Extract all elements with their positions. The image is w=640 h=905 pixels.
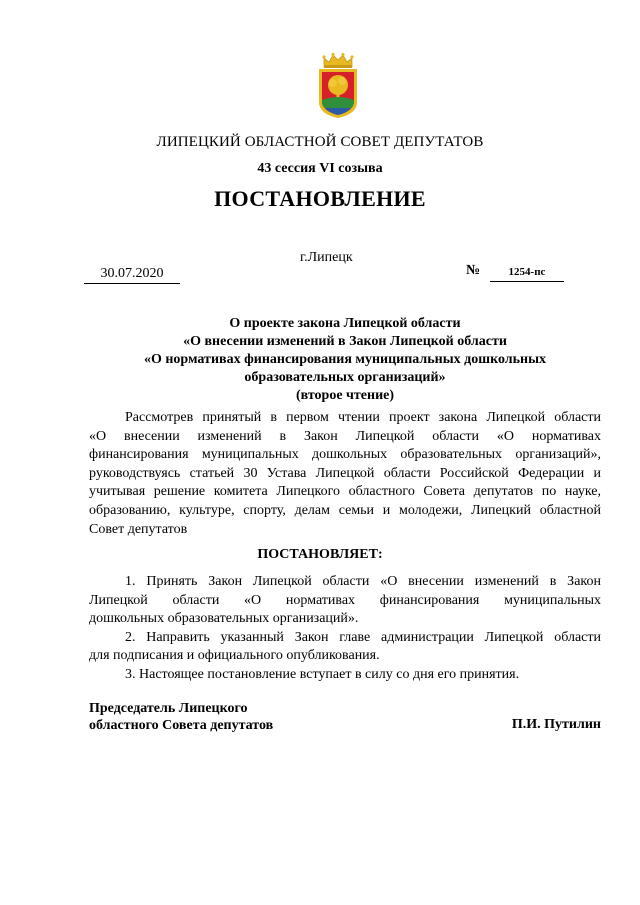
org-name: ЛИПЕЦКИЙ ОБЛАСТНОЙ СОВЕТ ДЕПУТАТОВ <box>156 134 484 150</box>
preamble-line: Рассмотрев принятый в первом чтении проект закона Липецкой области <box>125 410 601 425</box>
preamble-line: финансирования муниципальных дошкольных образовательных организаций», <box>89 447 601 463</box>
preamble-paragraph <box>89 409 601 539</box>
item-2-line: 2. Направить указанный Закон главе администрации Липецкой области <box>125 629 601 645</box>
subject-line: «О нормативах финансирования муниципальных дошкольных <box>143 352 547 367</box>
subject-line: образовательных организаций» <box>244 370 446 385</box>
signatory-title-line: областного Совета депутатов <box>89 718 274 733</box>
item-1-line: дошкольных образовательных организаций». <box>89 611 359 626</box>
document-number: 1254-пс <box>490 266 564 282</box>
signatory-title-line: Председатель Липецкого <box>89 701 248 716</box>
session-info: 43 сессия VI созыва <box>257 161 383 176</box>
item-1-line: Липецкой области «О нормативах финансирования муниципальных <box>89 592 601 608</box>
signatory-title <box>89 700 273 734</box>
item-1-line: 1. Принять Закон Липецкой области «О внесении изменений в Закон <box>125 574 601 589</box>
city: г.Липецк <box>300 250 353 265</box>
preamble-line: образованию, культуре, спорту, делам семьи и молодежи, Липецкий областной <box>89 502 601 518</box>
item-3-line: 3. Настоящее постановление вступает в силу со дня его принятия. <box>125 666 520 682</box>
document-subject <box>60 315 630 405</box>
resolves-heading: ПОСТАНОВЛЯЕТ: <box>257 547 383 562</box>
preamble-line: Совет депутатов <box>89 521 188 537</box>
preamble-line: руководствуясь статьей 30 Устава Липецкой области Российской Федерации и <box>89 465 601 481</box>
resolution-items <box>89 573 601 684</box>
subject-line: О проекте закона Липецкой области <box>229 316 461 331</box>
preamble-line: «О внесении изменений в Закон Липецкой области «О нормативах <box>89 428 601 444</box>
item-2-line: для подписания и официального опубликования. <box>89 648 380 663</box>
subject-line: «О внесении изменений в Закон Липецкой области <box>183 334 507 349</box>
document-type-title: ПОСТАНОВЛЕНИЕ <box>214 186 426 211</box>
subject-line: (второе чтение) <box>295 388 395 403</box>
document-date: 30.07.2020 <box>84 266 180 284</box>
preamble-line: учитывая решение комитета Липецкого областного Совета депутатов по науке, <box>89 484 601 500</box>
number-sign: № <box>466 263 481 278</box>
signatory-name: П.И. Путилин <box>511 717 601 732</box>
coat-of-arms-icon <box>315 52 361 119</box>
